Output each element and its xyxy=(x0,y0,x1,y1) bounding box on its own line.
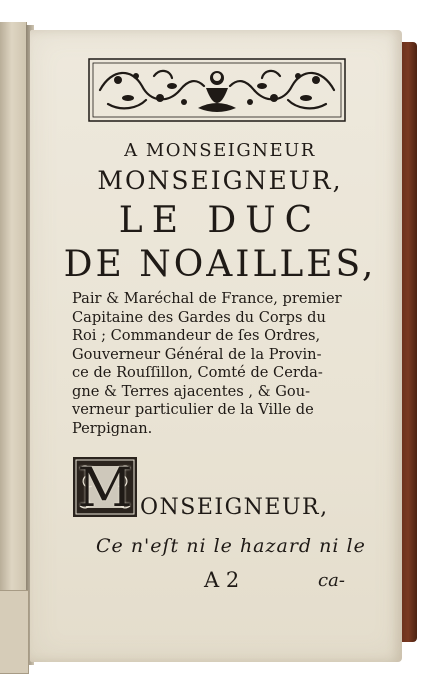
signature-mark: A 2 xyxy=(204,568,240,592)
titles-line: Pair & Maréchal de France, premier xyxy=(72,290,342,307)
floral-headpiece-ornament-icon xyxy=(88,58,346,122)
titles-line: gne & Terres ajacentes , & Gou- xyxy=(72,382,311,400)
titles-line: Gouverneur Général de la Provin- xyxy=(72,345,322,363)
dedication-line: A MONSEIGNEUR xyxy=(124,140,316,161)
titles-line: verneur particulier de la Ville de xyxy=(72,401,314,418)
titles-paragraph xyxy=(72,290,372,438)
left-page-lower-edge xyxy=(0,590,29,674)
addressee-name: DE NOAILLES, xyxy=(63,244,377,285)
addressee-title: MONSEIGNEUR, xyxy=(97,166,343,195)
body-text-line: Ce n'eſt ni le hazard ni le xyxy=(96,535,366,557)
initial-letter: M xyxy=(77,455,133,519)
titles-line: Capitaine des Gardes du Corps du xyxy=(72,308,326,326)
salutation: ONSEIGNEUR, xyxy=(140,495,329,520)
titles-line: Roi ; Commandeur de ſes Ordres, xyxy=(72,327,321,344)
catchword: ca- xyxy=(318,570,345,591)
left-page-edge xyxy=(0,22,27,674)
titles-line: Perpignan. xyxy=(72,419,153,437)
addressee-rank: LE DUC xyxy=(118,200,322,241)
decorated-initial xyxy=(72,456,138,518)
titles-line: ce de Rouſſillon, Comté de Cerda- xyxy=(72,364,323,381)
